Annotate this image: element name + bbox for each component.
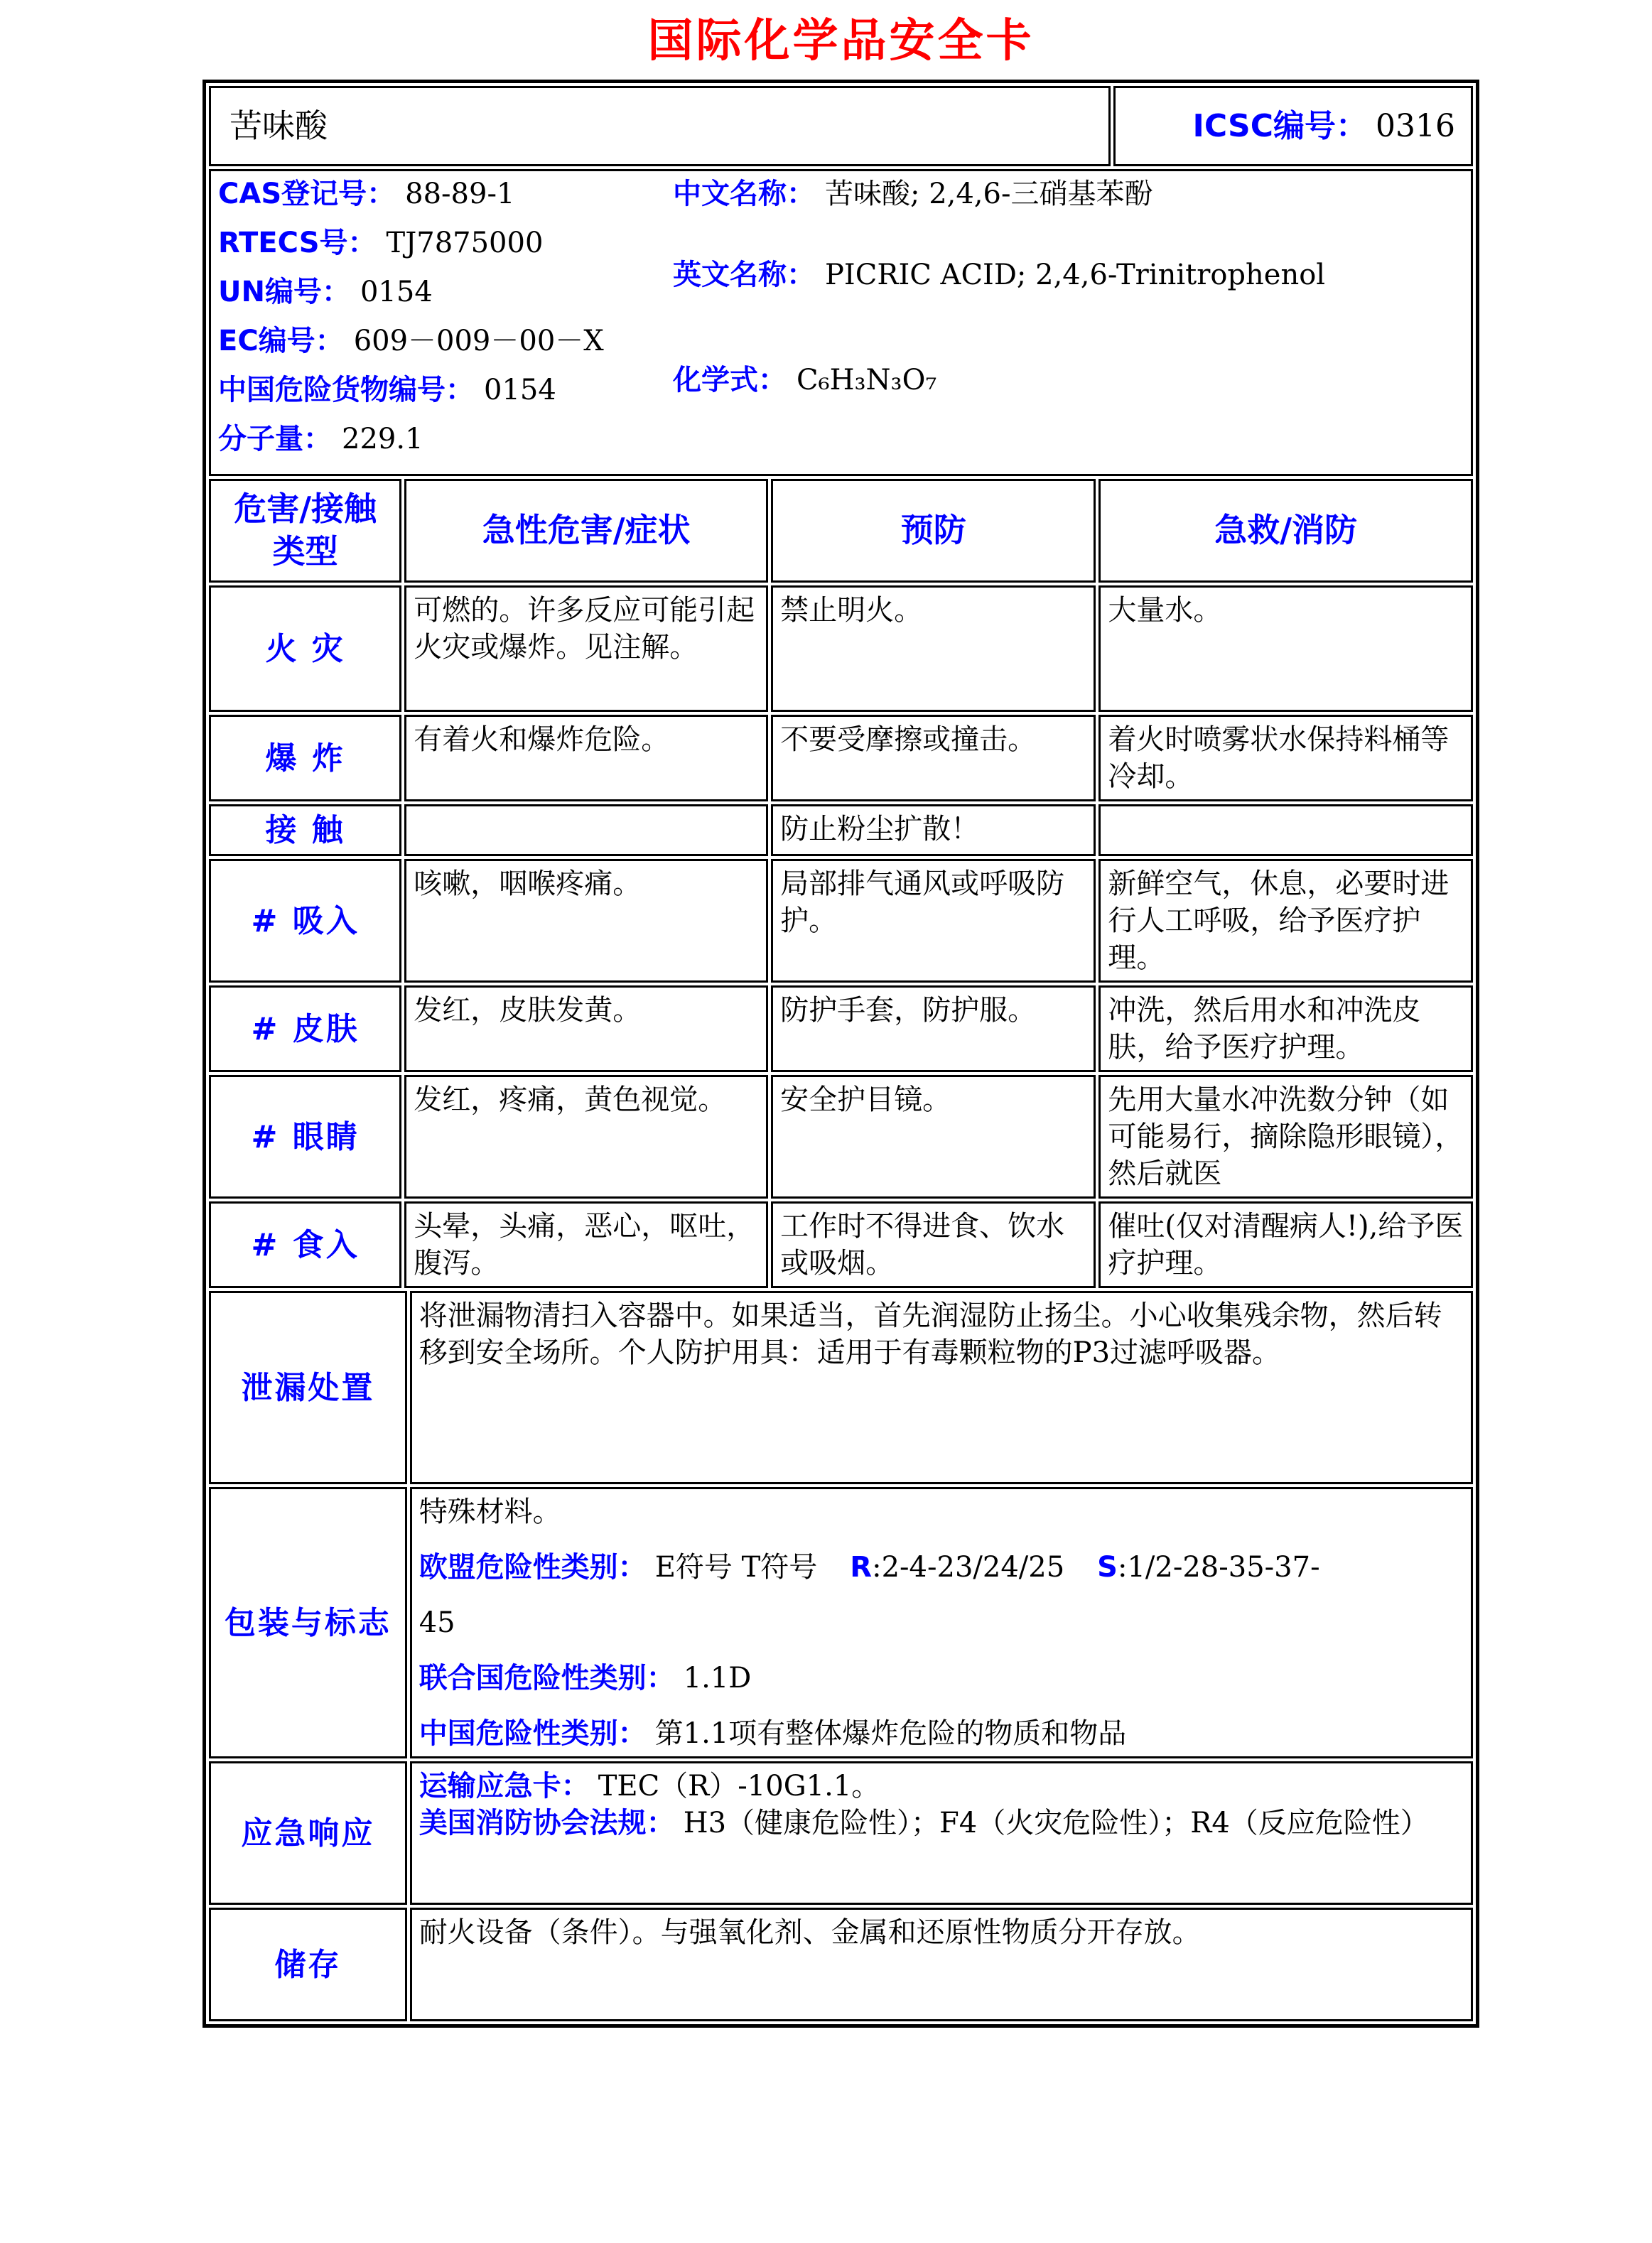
ec-number-line: EC编号： 609－009－00－X bbox=[218, 325, 604, 357]
cas-number-line: CAS登记号： 88-89-1 bbox=[218, 178, 515, 210]
icsc-label: ICSC编号： bbox=[1192, 107, 1368, 144]
skin-response: 冲洗，然后用水和冲洗皮肤，给予医疗护理。 bbox=[1098, 985, 1473, 1072]
table-row-fire bbox=[209, 585, 1473, 712]
r-phrase-value: :2-4-23/24/25 bbox=[872, 1551, 1065, 1584]
row-label-ingestion: # 食入 bbox=[209, 1201, 401, 1288]
packaging-cn-classification-line bbox=[419, 1715, 1464, 1752]
rtecs-number-line: RTECS号： TJ7875000 bbox=[218, 227, 544, 259]
chemical-formula-line: 化学式： C₆H₃N₃O₇ bbox=[673, 364, 937, 396]
cn-class-label: 中国危险性类别： bbox=[419, 1717, 647, 1750]
table-row-explosion bbox=[209, 715, 1473, 801]
inhalation-symptoms: 咳嗽，咽喉疼痛。 bbox=[404, 859, 768, 983]
row-label-explosion: 爆 炸 bbox=[209, 715, 401, 801]
row-label-emergency-response: 应急响应 bbox=[209, 1761, 407, 1905]
ingestion-prevention: 工作时不得进食、饮水或吸烟。 bbox=[771, 1201, 1096, 1288]
skin-symptoms: 发红，皮肤发黄。 bbox=[404, 985, 768, 1072]
eu-class-label: 欧盟危险性类别： bbox=[419, 1551, 647, 1584]
transport-emergency-card-line bbox=[419, 1768, 1464, 1805]
row-label-storage: 储存 bbox=[209, 1908, 407, 2021]
fire-symptoms: 可燃的。许多反应可能引起火灾或爆炸。见注解。 bbox=[404, 585, 768, 712]
row-label-eyes: # 眼睛 bbox=[209, 1075, 401, 1199]
icsc-number-cell bbox=[1113, 86, 1473, 166]
eyes-response: 先用大量水冲洗数分钟（如可能易行，摘除隐形眼镜），然后就医 bbox=[1098, 1075, 1473, 1199]
hazard-table-header-row bbox=[209, 479, 1473, 583]
table-row-eyes bbox=[209, 1075, 1473, 1199]
packaging-special-materials: 特殊材料。 bbox=[419, 1496, 561, 1528]
eyes-prevention: 安全护目镜。 bbox=[771, 1075, 1096, 1199]
card-header-row bbox=[209, 86, 1473, 166]
s-phrase-value: :1/2-28-35-37- bbox=[1117, 1551, 1320, 1584]
storage-text: 耐火设备（条件）。与强氧化剂、金属和还原性物质分开存放。 bbox=[410, 1908, 1473, 2021]
inhalation-response: 新鲜空气，休息，必要时进行人工呼吸，给予医疗护理。 bbox=[1098, 859, 1473, 983]
nfpa-value: H3（健康危险性）；F4（火灾危险性）；R4（反应危险性） bbox=[683, 1807, 1429, 1839]
s-phrase-label: S bbox=[1097, 1551, 1118, 1584]
ingestion-response: 催吐(仅对清醒病人!),给予医疗护理。 bbox=[1098, 1201, 1473, 1288]
explosion-prevention: 不要受摩擦或撞击。 bbox=[771, 715, 1096, 801]
english-name-line: 英文名称： PICRIC ACID; 2,4,6-Trinitrophenol bbox=[673, 259, 1326, 291]
r-phrase-label: R bbox=[850, 1551, 873, 1584]
cn-class-value: 第1.1项有整体爆炸危险的物质和物品 bbox=[654, 1717, 1127, 1750]
table-row-storage bbox=[209, 1908, 1473, 2021]
row-label-skin: # 皮肤 bbox=[209, 985, 401, 1072]
explosion-symptoms: 有着火和爆炸危险。 bbox=[404, 715, 768, 801]
table-row-packaging-labelling bbox=[209, 1487, 1473, 1758]
fire-prevention: 禁止明火。 bbox=[771, 585, 1096, 712]
row-label-inhalation: # 吸入 bbox=[209, 859, 401, 983]
column-header-response: 急救/消防 bbox=[1098, 479, 1473, 583]
tec-label: 运输应急卡： bbox=[419, 1770, 590, 1802]
identification-cell bbox=[209, 169, 1473, 476]
spill-disposal-text: 将泄漏物清扫入容器中。如果适当，首先润湿防止扬尘。小心收集残余物，然后转移到安全场所。个人防护用具：适用于有毒颗粒物的P3过滤呼吸器。 bbox=[410, 1291, 1473, 1484]
substance-name: 苦味酸 bbox=[209, 86, 1111, 166]
un-class-label: 联合国危险性类别： bbox=[419, 1662, 675, 1695]
row-label-fire: 火 灾 bbox=[209, 585, 401, 712]
china-dg-number-line: 中国危险货物编号： 0154 bbox=[218, 374, 556, 406]
packaging-un-classification-line bbox=[419, 1660, 1464, 1697]
contact-response bbox=[1098, 804, 1473, 856]
page-title: 国际化学品安全卡 bbox=[647, 15, 1035, 67]
table-row-inhalation bbox=[209, 859, 1473, 983]
column-header-prevention: 预防 bbox=[771, 479, 1096, 583]
contact-prevention: 防止粉尘扩散！ bbox=[771, 804, 1096, 856]
column-header-symptoms: 急性危害/症状 bbox=[404, 479, 768, 583]
packaging-content bbox=[410, 1487, 1473, 1758]
packaging-eu-classification-line bbox=[419, 1549, 1464, 1586]
table-row-skin bbox=[209, 985, 1473, 1072]
emergency-response-content bbox=[410, 1761, 1473, 1905]
identification-right-column bbox=[673, 175, 1464, 470]
column-header-hazard-type: 危害/接触类型 bbox=[209, 479, 401, 583]
contact-symptoms bbox=[404, 804, 768, 856]
s-phrase-wrap-line: 45 bbox=[419, 1606, 455, 1639]
inhalation-prevention: 局部排气通风或呼吸防护。 bbox=[771, 859, 1096, 983]
row-label-packaging: 包装与标志 bbox=[209, 1487, 407, 1758]
un-class-value: 1.1D bbox=[683, 1662, 752, 1695]
explosion-response: 着火时喷雾状水保持料桶等冷却。 bbox=[1098, 715, 1473, 801]
eyes-symptoms: 发红，疼痛，黄色视觉。 bbox=[404, 1075, 768, 1199]
row-label-spill-disposal: 泄漏处置 bbox=[209, 1291, 407, 1484]
table-row-ingestion bbox=[209, 1201, 1473, 1288]
nfpa-code-line bbox=[419, 1805, 1464, 1842]
eu-symbols: E符号 T符号 bbox=[654, 1551, 818, 1584]
table-row-contact bbox=[209, 804, 1473, 856]
identification-row bbox=[209, 169, 1473, 476]
row-label-contact: 接 触 bbox=[209, 804, 401, 856]
ingestion-symptoms: 头晕，头痛，恶心，呕吐，腹泻。 bbox=[404, 1201, 768, 1288]
chinese-name-line: 中文名称： 苦味酸; 2,4,6-三硝基苯酚 bbox=[673, 178, 1153, 210]
safety-card bbox=[203, 80, 1479, 2028]
icsc-number: 0316 bbox=[1376, 107, 1455, 144]
fire-response: 大量水。 bbox=[1098, 585, 1473, 712]
molecular-weight-line: 分子量： 229.1 bbox=[218, 423, 423, 455]
identification-columns bbox=[218, 175, 1464, 470]
table-row-emergency-response bbox=[209, 1761, 1473, 1905]
un-number-line: UN编号： 0154 bbox=[218, 276, 433, 308]
skin-prevention: 防护手套，防护服。 bbox=[771, 985, 1096, 1072]
nfpa-label: 美国消防协会法规： bbox=[419, 1807, 675, 1839]
tec-value: TEC（R）-10G1.1。 bbox=[598, 1770, 880, 1802]
table-row-spill-disposal bbox=[209, 1291, 1473, 1484]
identification-left-column bbox=[218, 175, 673, 470]
